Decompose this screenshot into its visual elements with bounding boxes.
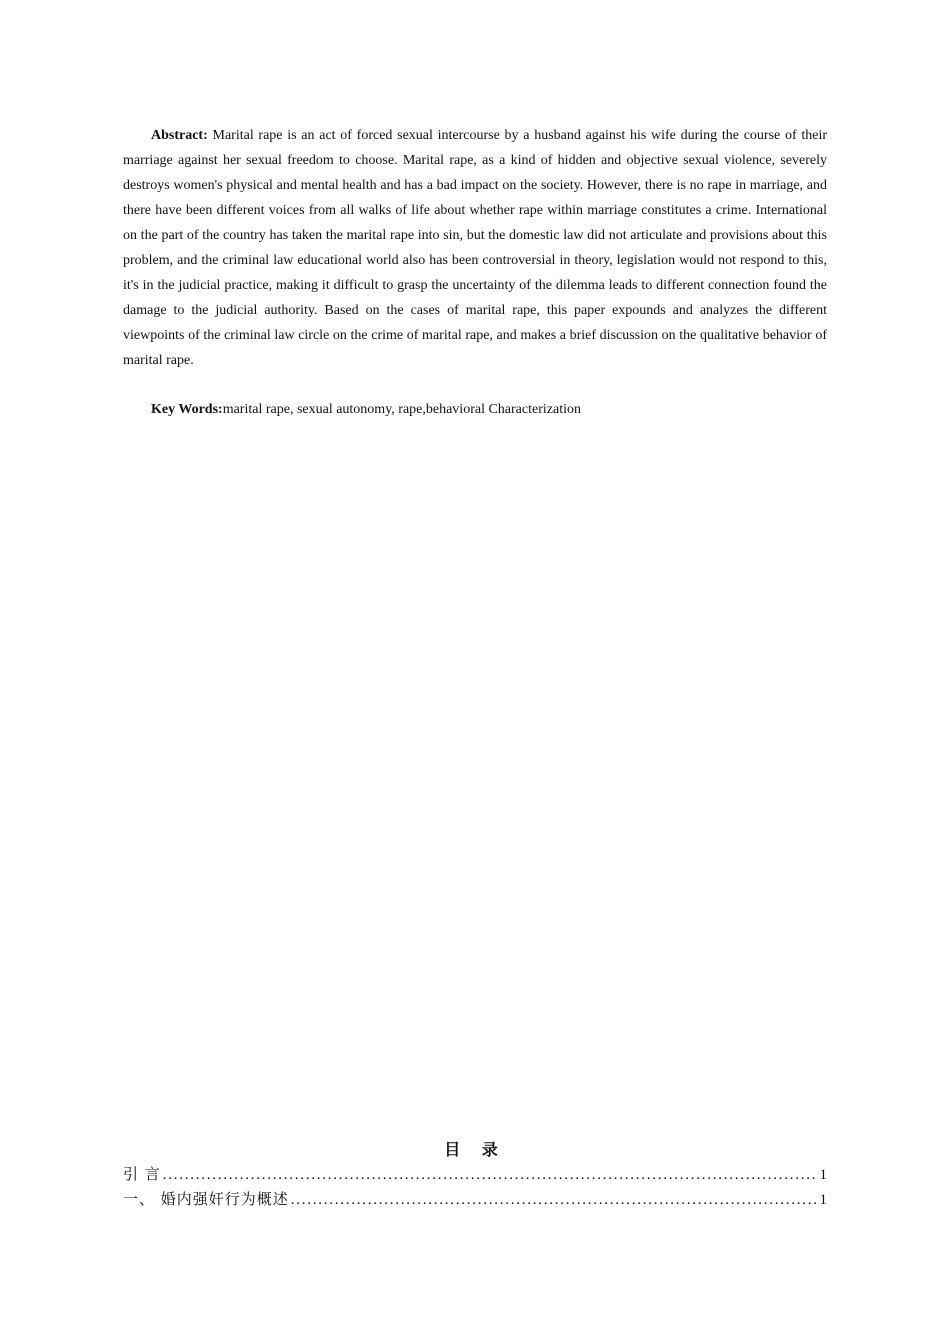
abstract-text: Marital rape is an act of forced sexual intercourse by a husband against his wife during the course of their marriage against her sexual freedom to choose. Marital rape, as a kind of hidden and objective sexual violence, severely destroys women's physical and mental health and has a bad impact on the society. However, there is no rape in marriage, and there have been different voices from all walks of life about whether rape within marriage constitutes a crime. International on the part of the country has taken the marital rape into sin, but the domestic law did not articulate and provisions about this problem, and the criminal law educational world also has been controversial in theory, legislation would not respond to this, it's in the judicial practice, making it difficult to grasp the uncertainty of the dilemma leads to different connection found the damage to the judicial authority. Based on the cases of marital rape, this paper expounds and analyzes the different viewpoints of the criminal law circle on the crime of marital rape, and makes a brief discussion on the qualitative behavior of marital rape.	[123, 128, 828, 368]
keywords-text: marital rape, sexual autonomy, rape,behavioral Characterization	[222, 402, 581, 417]
toc-entry-introduction[interactable]	[123, 1163, 827, 1188]
abstract-paragraph	[123, 123, 827, 373]
abstract-label: Abstract:	[151, 128, 208, 143]
toc-dot-leader	[291, 1190, 818, 1209]
keywords-paragraph	[123, 397, 827, 422]
toc-entry-label: 一、 婚内强奸行为概述	[123, 1190, 289, 1208]
toc-page-number: 1	[819, 1192, 827, 1208]
table-of-contents	[123, 1163, 827, 1213]
toc-entry-label: 引 言	[123, 1165, 161, 1183]
toc-entry-overview[interactable]	[123, 1188, 827, 1213]
toc-page-number: 1	[819, 1167, 827, 1183]
toc-title: 目 录	[444, 1140, 506, 1159]
keywords-label: Key Words:	[151, 402, 223, 417]
toc-dot-leader	[163, 1165, 818, 1184]
